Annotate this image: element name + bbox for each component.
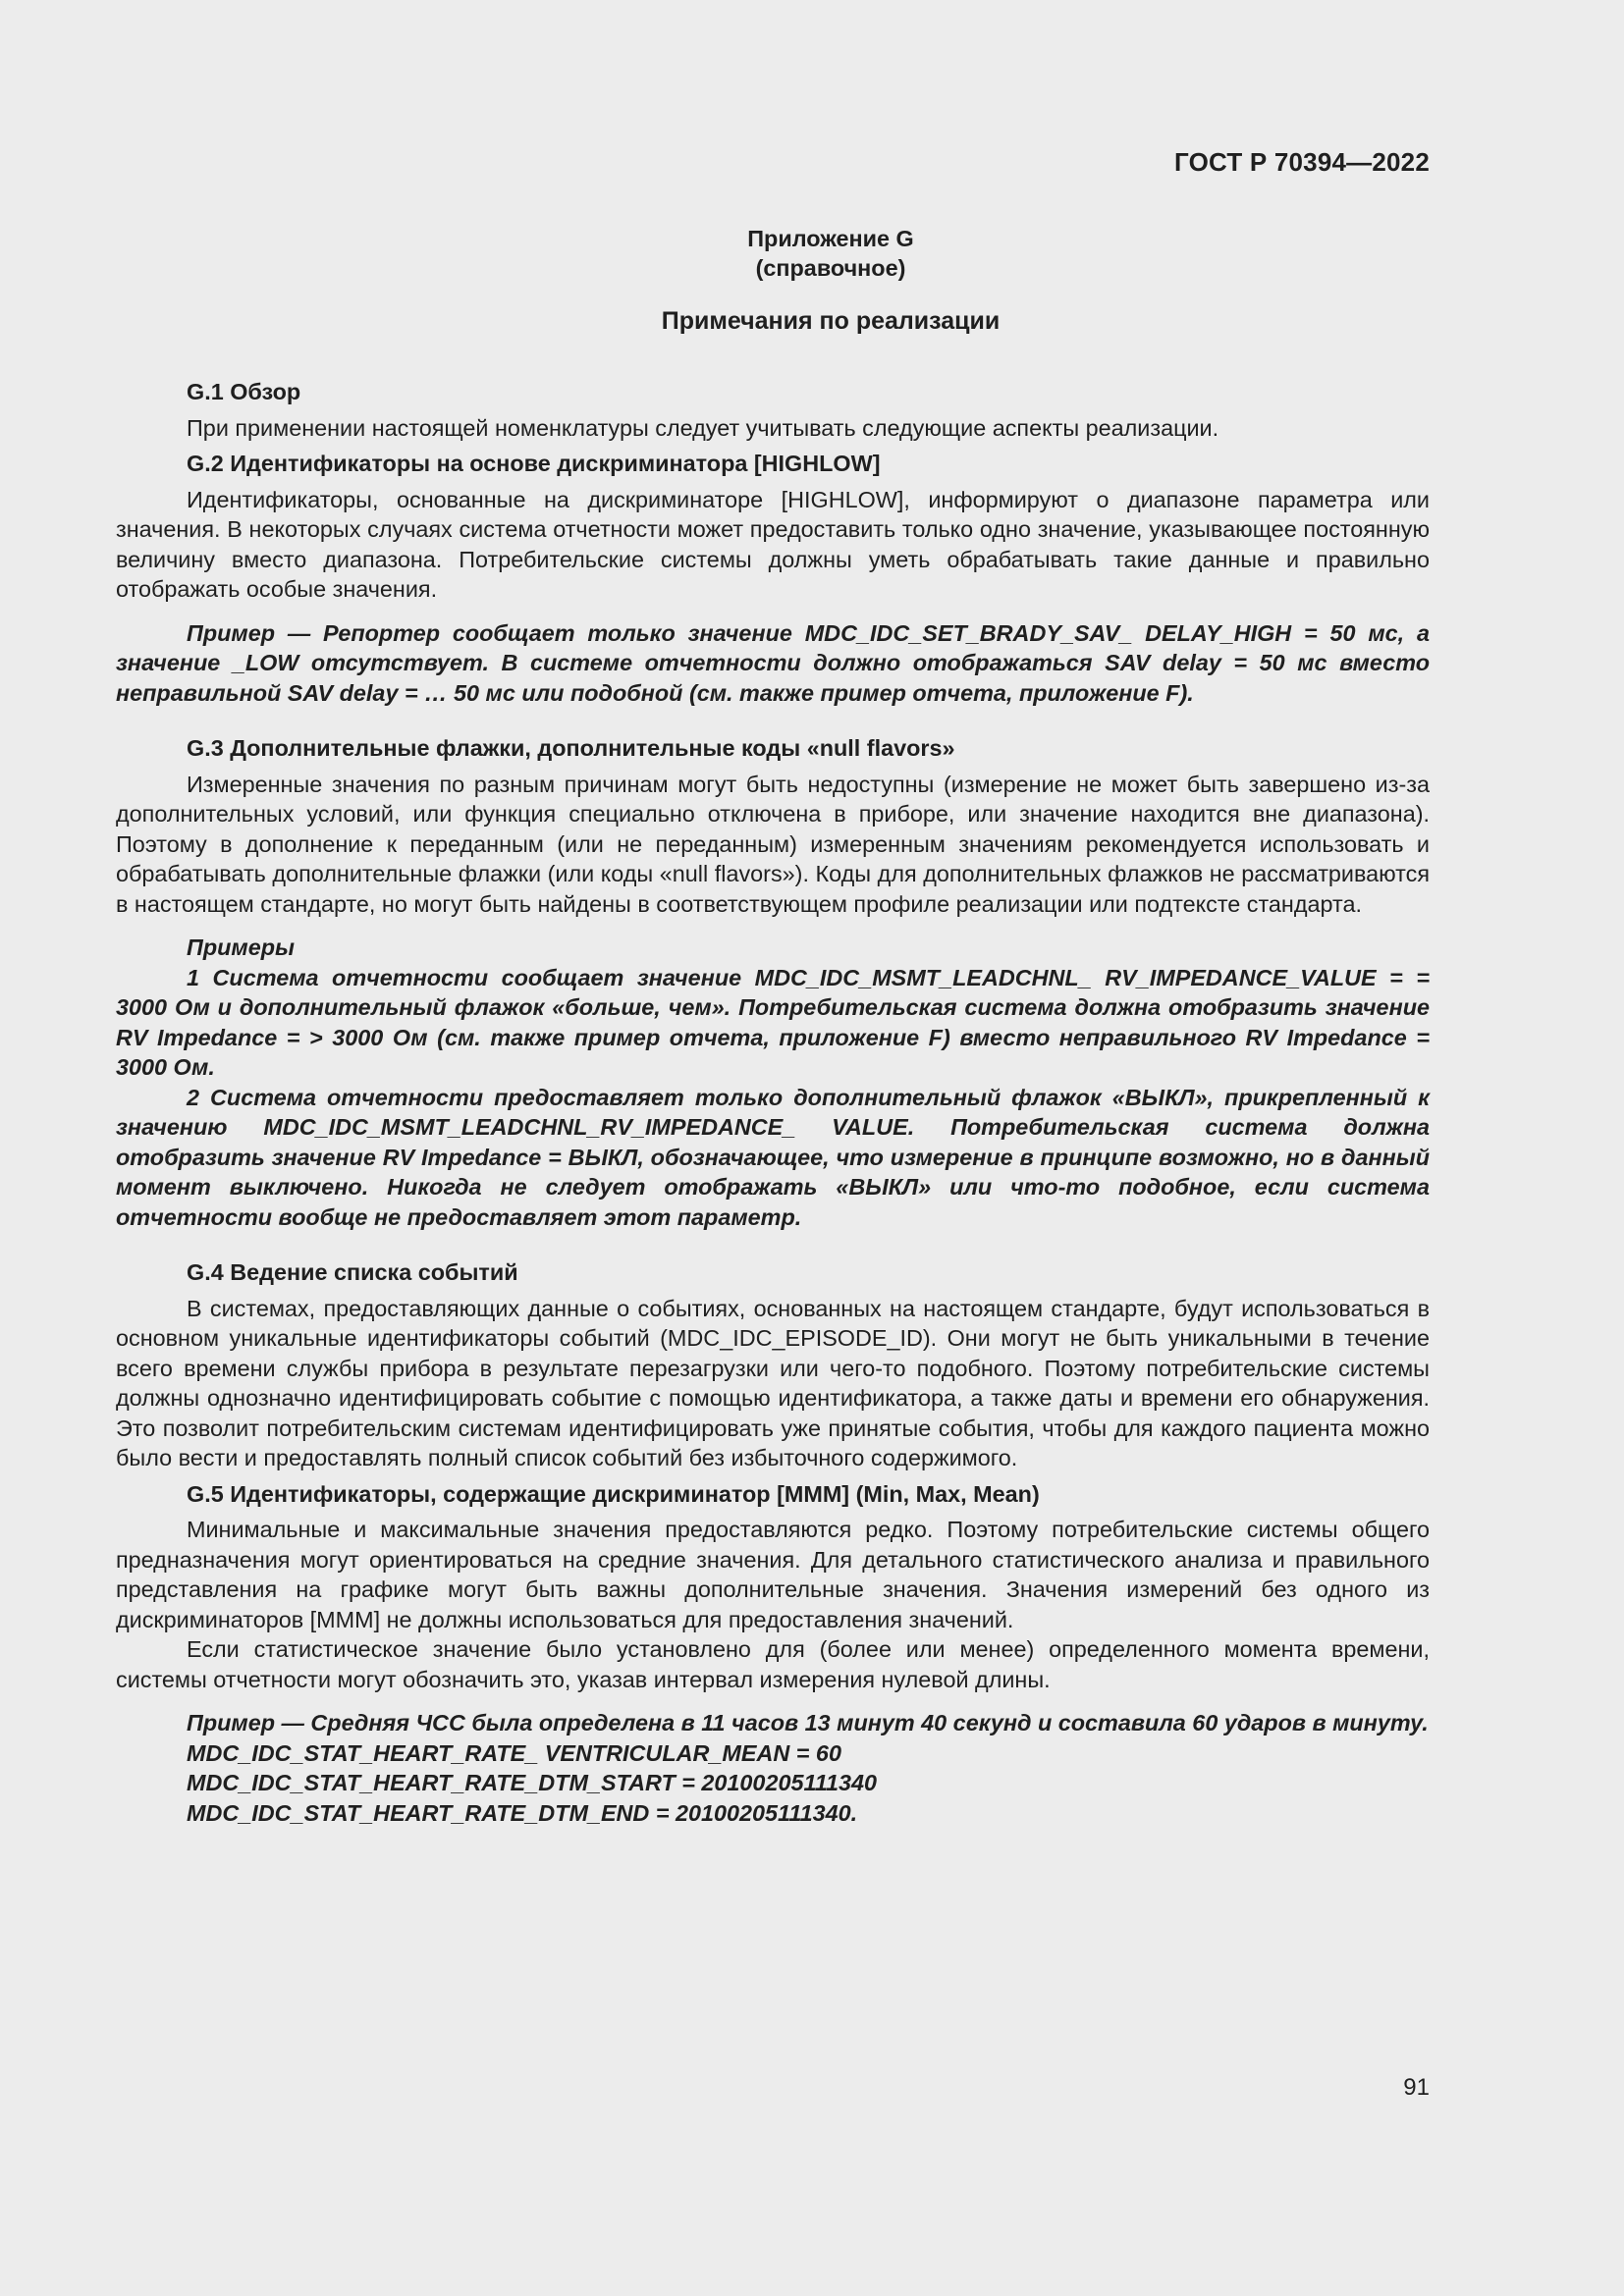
section-g5-paragraph-1: Минимальные и максимальные значения предоставляются редко. Поэтому потребительские системы общего предназначения могут ориентироваться на средние значения. Для детального статистического анализа и правильного представления на графике могут быть важны дополнительные значения. Значения измерений без одного из дискриминаторов [MMM] не должны использоваться для предоставления значений. xyxy=(116,1517,1430,1632)
page-number: 91 xyxy=(1403,2074,1430,2101)
section-g2-example-text: Пример — Репортер сообщает только значение MDC_IDC_SET_BRADY_SAV_ DELAY_HIGH = 50 мс, а значение _LOW отсутствует. В системе отчетности должно отображаться SAV delay = 50 мс вместо неправильной SAV delay = … 50 мс или подобной (см. также пример отчета, приложение F). xyxy=(116,619,1430,706)
document-code: ГОСТ Р 70394—2022 xyxy=(1174,147,1430,177)
annex-type: (справочное) xyxy=(755,255,906,281)
section-g1-paragraph: При применении настоящей номенклатуры следует учитывать следующие аспекты реализации. xyxy=(187,414,1219,441)
section-g5-code-line-1: MDC_IDC_STAT_HEART_RATE_ VENTRICULAR_MEAN = 60 xyxy=(187,1739,841,1766)
section-g3-examples-heading: Примеры xyxy=(187,934,295,960)
annex-label: Приложение G xyxy=(747,226,914,251)
section-g5-code-line-3: MDC_IDC_STAT_HEART_RATE_DTM_END = 20100205111340. xyxy=(187,1799,858,1826)
section-g3-example-2: 2 Система отчетности предоставляет только дополнительный флажок «ВЫКЛ», прикрепленный к значению MDC_IDC_MSMT_LEADCHNL_RV_IMPEDANCE_ VALUE. Потребительская система должна отобразить значение RV Impedance = ВЫКЛ, обозначающее, что измерение в принципе возможно, но в данный момент выключено. Никогда не следует отображать «ВЫКЛ» или что-то подобное, если система отчетности вообще не предоставляет этот параметр. xyxy=(116,1084,1430,1230)
section-g2-heading: G.2 Идентификаторы на основе дискриминатора [HIGHLOW] xyxy=(187,451,881,476)
section-g4-heading: G.4 Ведение списка событий xyxy=(187,1259,518,1285)
page-content xyxy=(116,224,1430,1828)
section-g2-paragraph: Идентификаторы, основанные на дискриминаторе [HIGHLOW], информируют о диапазоне параметра или значения. В некоторых случаях система отчетности может предоставить только одно значение, указывающее постоянную величину вместо диапазона. Потребительские системы должны уметь обрабатывать такие данные и правильно отображать особые значения. xyxy=(116,486,1430,602)
section-g3-example-1: 1 Система отчетности сообщает значение MDC_IDC_MSMT_LEADCHNL_ RV_IMPEDANCE_VALUE = = 3000 Ом и дополнительный флажок «больше, чем». Потребительская система должна отобразить значение RV Impedance = > 3000 Ом (см. также пример отчета, приложение F) вместо неправильного RV Impedance = 3000 Ом. xyxy=(116,964,1430,1080)
section-g2-example xyxy=(116,618,1430,709)
section-g3-examples xyxy=(116,963,1430,1233)
section-g5-paragraph-2: Если статистическое значение было установлено для (более или менее) определенного момента времени, системы отчетности могут обозначить это, указав интервал измерения нулевой длины. xyxy=(116,1636,1430,1692)
section-g5-example xyxy=(116,1708,1430,1738)
annex-title: Примечания по реализации xyxy=(661,307,1001,335)
section-g5-example-text: Пример — Средняя ЧСС была определена в 11 часов 13 минут 40 секунд и составила 60 ударов в минуту. xyxy=(187,1710,1429,1735)
section-g4-paragraph: В системах, предоставляющих данные о событиях, основанных на настоящем стандарте, будут использоваться в основном уникальные идентификаторы событий (MDC_IDC_EPISODE_ID). Они могут не быть уникальными в течение всего времени службы прибора в результате перезагрузки или чего-то подобного. Поэтому потребительские системы должны однозначно идентифицировать событие с помощью идентификатора, а также даты и времени его обнаружения. Это позволит потребительским системам идентифицировать уже принятые события, чтобы для каждого пациента можно было вести и предоставлять полный список событий без избыточного содержимого. xyxy=(116,1295,1430,1470)
section-g3-heading: G.3 Дополнительные флажки, дополнительные коды «null flavors» xyxy=(187,735,955,761)
section-g5-heading: G.5 Идентификаторы, содержащие дискриминатор [MMM] (Min, Max, Mean) xyxy=(187,1480,1040,1507)
section-g1-heading: G.1 Обзор xyxy=(187,379,301,404)
section-g5-code-line-2: MDC_IDC_STAT_HEART_RATE_DTM_START = 20100205111340 xyxy=(187,1770,878,1795)
section-g3-paragraph: Измеренные значения по разным причинам могут быть недоступны (измерение не может быть завершено из-за дополнительных условий, или функция специально отключена в приборе, или значение находится вне диапазона). Поэтому в дополнение к переданным (или не переданным) измеренным значениям рекомендуется использовать и обрабатывать дополнительные флажки (или коды «null flavors»). Коды для дополнительных флажков не рассматриваются в настоящем стандарте, но могут быть найдены в соответствующем профиле реализации или подтексте стандарта. xyxy=(116,771,1430,917)
